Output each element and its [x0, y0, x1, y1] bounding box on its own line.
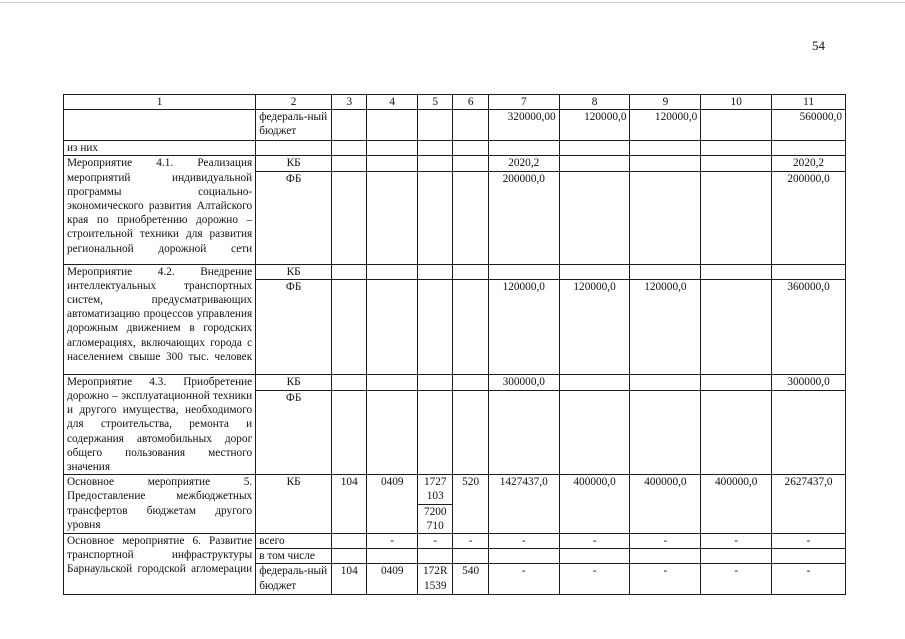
section-code: 0409 [367, 475, 418, 534]
target-article-code: 1727 103 [423, 476, 447, 503]
amount: 1427437,0 [488, 475, 559, 534]
dash: - [453, 534, 488, 549]
table-row [64, 534, 846, 549]
dash: - [488, 564, 559, 595]
dash: - [630, 564, 701, 595]
amount: 120000,0 [559, 279, 630, 374]
amount: 200000,0 [488, 171, 559, 264]
amount: 560000,0 [772, 110, 846, 141]
dash: - [418, 534, 453, 549]
ministry-code: 104 [332, 564, 367, 595]
target-article [418, 475, 453, 534]
dash: - [559, 534, 630, 549]
header-cell: 10 [701, 95, 772, 110]
scan-top-edge [0, 2, 905, 3]
page-number: 54 [812, 38, 825, 53]
dash: - [630, 534, 701, 549]
funding-source: федераль-ный бюджет [256, 564, 332, 595]
amount: 360000,0 [772, 279, 846, 374]
amount: 300000,0 [772, 374, 846, 390]
amount: 120000,0 [630, 110, 701, 141]
funding-source: КБ [256, 374, 332, 390]
amount: 2020,2 [772, 156, 846, 171]
table-row [64, 141, 846, 156]
header-cell: 2 [256, 95, 332, 110]
header-cell: 9 [630, 95, 701, 110]
header-cell: 7 [488, 95, 559, 110]
amount: 300000,0 [488, 374, 559, 390]
header-cell: 3 [332, 95, 367, 110]
target-article-code: 172R 1539 [418, 564, 453, 595]
dash: - [701, 534, 772, 549]
header-cell: 8 [559, 95, 630, 110]
table-row [64, 110, 846, 141]
amount: 120000,0 [630, 279, 701, 374]
activity-name: Основное мероприятие 5. Предоставление межбюджетных трансфертов бюджетам другого уровня [64, 475, 256, 534]
funding-source: ФБ [256, 171, 332, 264]
dash: - [772, 534, 846, 549]
dash: - [488, 534, 559, 549]
funding-source: всего [256, 534, 332, 549]
activity-name: Мероприятие 4.1. Реализация мероприятий индивидуальной программы социально-экономического развития Алтайского края по приобретению дорожно – строительной техники для развития региональной дорожной сети [64, 156, 256, 264]
amount: 2020,2 [488, 156, 559, 171]
expense-type: 540 [453, 564, 488, 595]
header-cell: 1 [64, 95, 256, 110]
amount: 120000,0 [488, 279, 559, 374]
funding-source: КБ [256, 156, 332, 171]
section-code: 0409 [367, 564, 418, 595]
funding-source: в том числе [256, 549, 332, 564]
funding-source: КБ [256, 475, 332, 534]
amount: 2627437,0 [772, 475, 846, 534]
header-row [64, 95, 846, 110]
funding-source: федераль-ный бюджет [256, 110, 332, 141]
header-cell: 11 [772, 95, 846, 110]
amount: 120000,0 [559, 110, 630, 141]
ministry-code: 104 [332, 475, 367, 534]
subheading: из них [64, 141, 256, 156]
activity-name: Основное мероприятие 6. Развитие транспортной инфраструктуры Барнаульской городской агломерации [64, 534, 256, 595]
funding-source: ФБ [256, 390, 332, 474]
activity-name: Мероприятие 4.3. Приобретение дорожно – эксплуатационной техники и другого имущества, необходимого для строительства, ремонта и содержания автомобильных дорог общего пользования местного значения [64, 374, 256, 474]
budget-table [63, 94, 846, 595]
funding-source: КБ [256, 264, 332, 279]
target-article-code: 7200 710 [418, 504, 452, 533]
dash: - [559, 564, 630, 595]
table-row [64, 264, 846, 279]
amount: 400000,0 [630, 475, 701, 534]
amount: 400000,0 [559, 475, 630, 534]
dash: - [701, 564, 772, 595]
header-cell: 4 [367, 95, 418, 110]
expense-type: 520 [453, 475, 488, 534]
dash: - [772, 564, 846, 595]
funding-source: ФБ [256, 279, 332, 374]
amount: 200000,0 [772, 171, 846, 264]
activity-name: Мероприятие 4.2. Внедрение интеллектуальных транспортных систем, предусматривающих автоматизацию процессов управления дорожным движением в городских агломерациях, включающих города с населением свыше 300 тыс. человек [64, 264, 256, 374]
dash: - [367, 534, 418, 549]
amount: 320000,00 [488, 110, 559, 141]
header-cell: 5 [418, 95, 453, 110]
header-cell: 6 [453, 95, 488, 110]
table-row [64, 156, 846, 171]
table-row [64, 374, 846, 390]
table-row [64, 475, 846, 534]
amount: 400000,0 [701, 475, 772, 534]
